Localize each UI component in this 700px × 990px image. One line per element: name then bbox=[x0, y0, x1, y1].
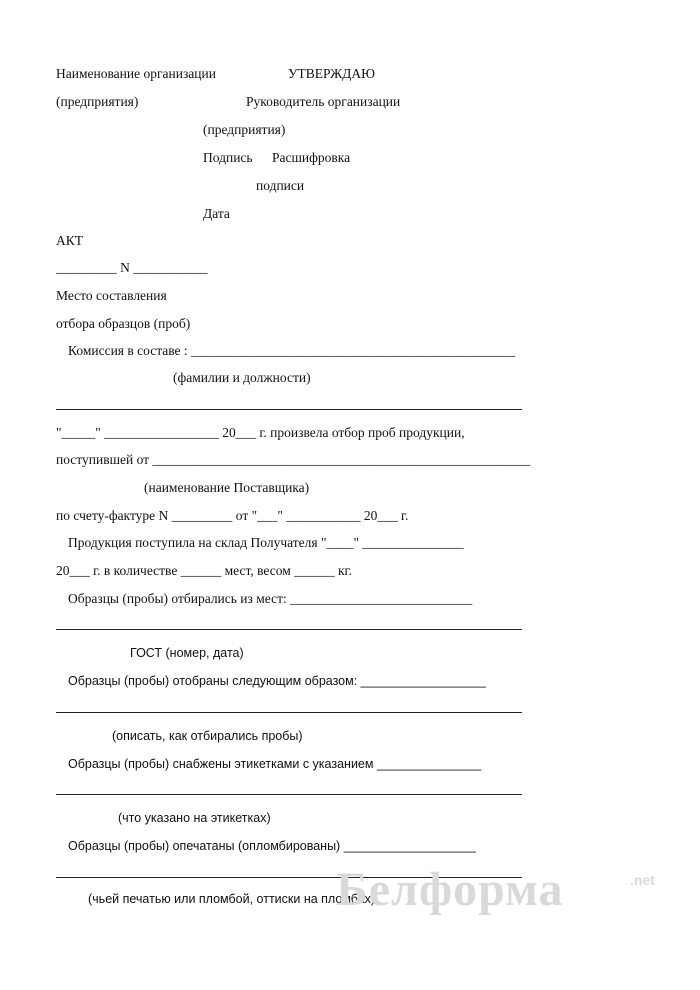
place-label-2: отбора образцов (проб) bbox=[56, 316, 191, 331]
blank-line-2 bbox=[56, 629, 522, 630]
watermark-logo: Белформа bbox=[336, 863, 564, 916]
head-title-label: Руководитель организации bbox=[246, 94, 401, 109]
labels-line: Образцы (пробы) снабжены этикетками с указанием _______________ bbox=[68, 757, 482, 771]
blank-line-3 bbox=[56, 712, 522, 713]
signature-label: Подпись bbox=[203, 150, 253, 165]
head-paren-label: (предприятия) bbox=[203, 122, 286, 137]
org-name-label: Наименование организации bbox=[56, 66, 216, 81]
quantity-line: 20___ г. в количестве ______ мест, весом ______ кг. bbox=[56, 563, 352, 578]
labels-hint: (что указано на этикетках) bbox=[118, 811, 271, 825]
org-paren-label: (предприятия) bbox=[56, 94, 139, 109]
act-title: АКТ bbox=[56, 233, 83, 248]
supplier-hint: (наименование Поставщика) bbox=[144, 480, 310, 495]
blank-line-1 bbox=[56, 409, 522, 410]
place-label-1: Место составления bbox=[56, 288, 167, 303]
sealed-hint: (чьей печатью или пломбой, оттиски на пломбах) bbox=[88, 892, 376, 906]
act-number-line: _________ N ___________ bbox=[56, 260, 208, 275]
sealed-line: Образцы (пробы) опечатаны (опломбированы) ___________________ bbox=[68, 839, 476, 853]
signature2-label: подписи bbox=[256, 178, 305, 193]
commission-line: Комиссия в составе : ________________________________________________ bbox=[68, 343, 516, 358]
watermark-suffix: .net bbox=[630, 872, 655, 888]
method-hint: (описать, как отбирались пробы) bbox=[112, 729, 303, 743]
taken-from-line: Образцы (пробы) отбирались из мест: ___________________________ bbox=[68, 591, 473, 606]
arrived-line: Продукция поступила на склад Получателя "____" _______________ bbox=[68, 535, 464, 550]
gost-hint: ГОСТ (номер, дата) bbox=[130, 646, 244, 660]
date-label: Дата bbox=[203, 206, 230, 221]
approve-heading: УТВЕРЖДАЮ bbox=[288, 66, 376, 81]
blank-line-4 bbox=[56, 794, 522, 795]
date-line: "_____" _________________ 20___ г. произвела отбор проб продукции, bbox=[56, 425, 465, 440]
received-from-line: поступившей от ________________________________________________________ bbox=[56, 452, 531, 467]
commission-hint: (фамилии и должности) bbox=[173, 370, 311, 385]
decoding-label: Расшифровка bbox=[272, 150, 351, 165]
invoice-line: по счету-фактуре N _________ от "___" ___________ 20___ г. bbox=[56, 508, 409, 523]
taken-method-line: Образцы (пробы) отобраны следующим образом: __________________ bbox=[68, 674, 486, 688]
